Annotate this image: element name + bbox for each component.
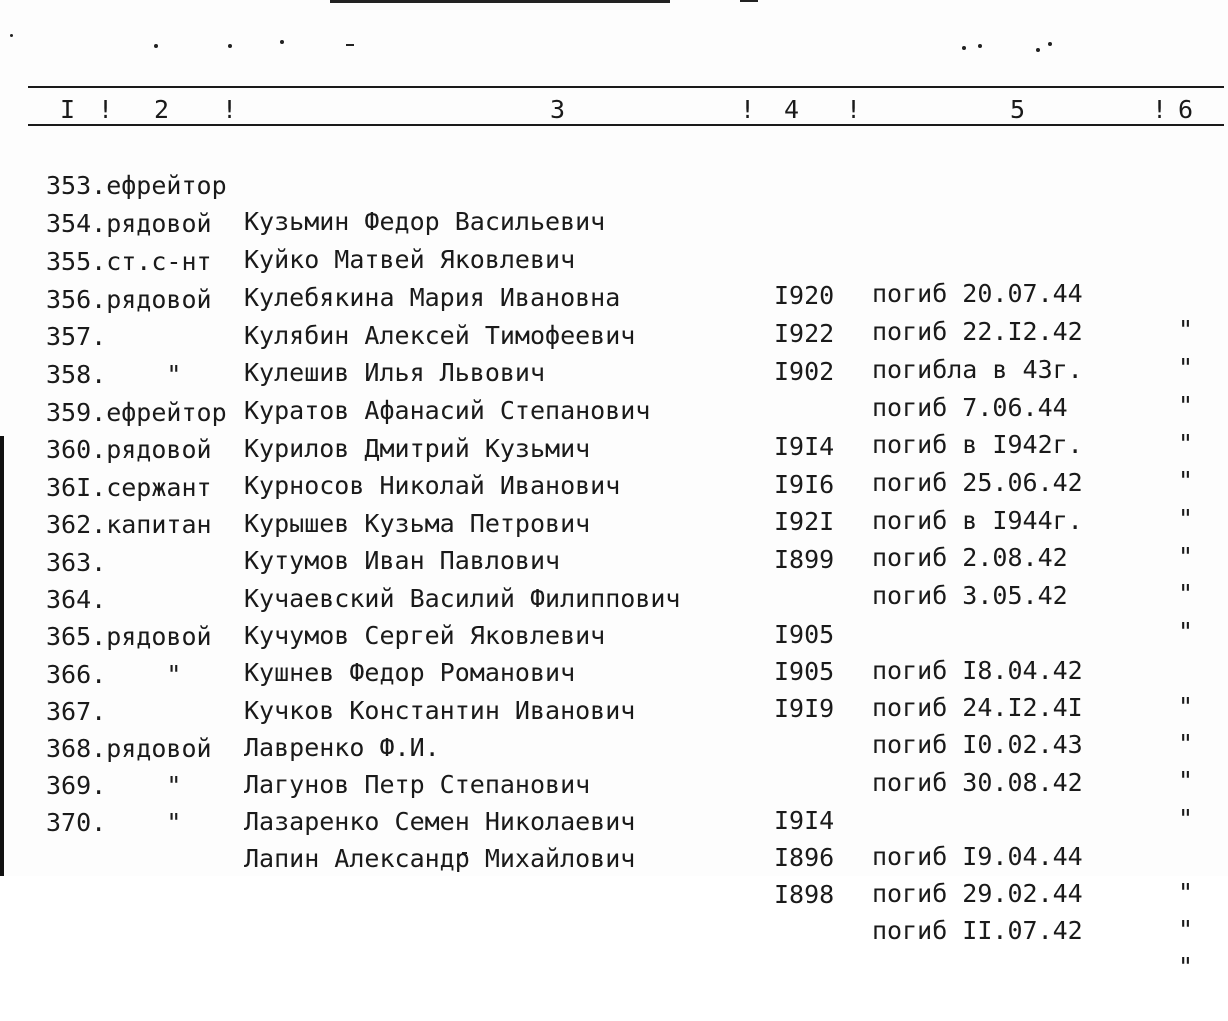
cell-name: Лагунов Петр Степанович (244, 770, 591, 799)
cell-fate: погиб I0.02.43 (872, 730, 1083, 759)
cell-ditto-mark: " (1178, 804, 1194, 833)
header-separator: ! (222, 95, 238, 124)
cell-fate: погиб I9.04.44 (872, 842, 1083, 871)
cell-fate: погиб I8.04.42 (872, 656, 1083, 685)
scan-speck (978, 44, 982, 48)
scan-speck (280, 40, 284, 44)
cell-number-rank: 366. " (46, 660, 182, 689)
cell-ditto-mark: " (1178, 542, 1194, 571)
cell-number-rank: 358. " (46, 360, 182, 389)
cell-ditto-mark: " (1178, 692, 1194, 721)
header-separator: ! (98, 95, 114, 124)
scan-speck (962, 46, 966, 50)
cell-birth-year: I9I6 (774, 470, 835, 499)
cell-fate: погиб 7.06.44 (872, 393, 1068, 422)
cell-fate: погиб 29.02.44 (872, 879, 1083, 908)
cell-number-rank: 363. (46, 548, 107, 577)
cell-name: Лапин Александр Михайлович (244, 844, 636, 873)
cell-number-rank: 353.ефрейтор (46, 171, 227, 200)
cell-name: Кучаевский Василий Филиппович (244, 584, 681, 613)
cell-name: Лазаренко Семен Николаевич (244, 807, 636, 836)
cell-number-rank: 354.рядовой (46, 209, 212, 238)
cell-birth-year: I920 (774, 281, 835, 310)
cell-fate: погиб 3.05.42 (872, 581, 1068, 610)
cell-name: Кузьмин Федор Васильевич (244, 207, 606, 236)
cell-birth-year: I902 (774, 357, 835, 386)
cell-name: Куратов Афанасий Степанович (244, 396, 651, 425)
cell-ditto-mark: " (1178, 915, 1194, 944)
cell-name: Кулешив Илья Львович (244, 358, 546, 387)
header-col-6: 6 (1178, 95, 1194, 124)
header-separator: ! (1152, 95, 1168, 124)
cell-number-rank: 356.рядовой (46, 285, 212, 314)
scan-speck (346, 44, 354, 46)
table-rule-header-bottom (28, 124, 1224, 126)
cell-ditto-mark: " (1178, 429, 1194, 458)
cell-ditto-mark: " (1178, 391, 1194, 420)
cell-fate: погиб 30.08.42 (872, 768, 1083, 797)
cell-number-rank: 36I.сержант (46, 473, 212, 502)
cell-name: Кучумов Сергей Яковлевич (244, 621, 606, 650)
cell-name: Кулебякина Мария Ивановна (244, 283, 621, 312)
header-separator: ! (846, 95, 862, 124)
cell-number-rank: 359.ефрейтор (46, 398, 227, 427)
header-separator: ! (740, 95, 756, 124)
cell-number-rank: 369. " (46, 771, 182, 800)
cell-fate: погиб 24.I2.4I (872, 693, 1083, 722)
cell-ditto-mark: " (1178, 952, 1194, 981)
cell-name: Курышев Кузьма Петрович (244, 509, 591, 538)
cell-number-rank: 357. (46, 322, 107, 351)
scan-speck (154, 44, 158, 48)
cell-number-rank: 360.рядовой (46, 435, 212, 464)
cell-name: Лавренко Ф.И. (244, 733, 440, 762)
scan-speck (1036, 48, 1040, 52)
cell-ditto-mark: " (1178, 617, 1194, 646)
scan-speck (1048, 42, 1052, 46)
cell-name: Кушнев Федор Романович (244, 658, 576, 687)
header-col-1: I (60, 95, 76, 124)
header-col-4: 4 (784, 95, 800, 124)
scan-speck (10, 34, 13, 37)
cell-fate: погиб II.07.42 (872, 916, 1083, 945)
cell-ditto-mark: " (1178, 729, 1194, 758)
cell-ditto-mark: " (1178, 466, 1194, 495)
cell-name: Кучков Константин Иванович (244, 696, 636, 725)
cell-fate: погиб в I944г. (872, 506, 1083, 535)
header-col-5: 5 (1010, 95, 1026, 124)
cell-number-rank: 355.ст.с-нт (46, 247, 212, 276)
cell-number-rank: 362.капитан (46, 510, 212, 539)
cell-name: Курилов Дмитрий Кузьмич (244, 434, 591, 463)
cell-birth-year: I896 (774, 843, 835, 872)
cell-ditto-mark: " (1178, 353, 1194, 382)
cell-fate: погиб 20.07.44 (872, 279, 1083, 308)
cell-number-rank: 368.рядовой (46, 734, 212, 763)
cell-ditto-mark: " (1178, 315, 1194, 344)
cell-number-rank: 364. (46, 585, 107, 614)
cell-fate: погиб 2.08.42 (872, 543, 1068, 572)
cell-ditto-mark: " (1178, 504, 1194, 533)
table-rule-top (28, 86, 1224, 88)
cell-ditto-mark: " (1178, 579, 1194, 608)
header-col-2: 2 (154, 95, 170, 124)
cell-birth-year: I922 (774, 319, 835, 348)
cell-birth-year: I898 (774, 880, 835, 909)
cell-name: Кулябин Алексей Тимофеевич (244, 321, 636, 350)
scan-edge-top (330, 0, 670, 3)
cell-fate: погибла в 43г. (872, 355, 1083, 384)
cell-ditto-mark: " (1178, 878, 1194, 907)
scan-speck (228, 44, 232, 48)
cell-birth-year: I899 (774, 545, 835, 574)
cell-fate: погиб в I942г. (872, 430, 1083, 459)
cell-birth-year: I9I4 (774, 432, 835, 461)
cell-number-rank: 365.рядовой (46, 622, 212, 651)
cell-birth-year: I905 (774, 620, 835, 649)
cell-number-rank: 370. " (46, 808, 182, 837)
cell-name: Кутумов Иван Павлович (244, 546, 561, 575)
cell-ditto-mark: " (1178, 766, 1194, 795)
header-col-3: 3 (550, 95, 566, 124)
scan-edge-top-fragment (740, 0, 758, 2)
cell-birth-year: I905 (774, 657, 835, 686)
cell-birth-year: I92I (774, 507, 835, 536)
cell-fate: погиб 25.06.42 (872, 468, 1083, 497)
cell-name: Курносов Николай Иванович (244, 471, 621, 500)
cell-birth-year: I9I4 (774, 806, 835, 835)
cell-birth-year: I9I9 (774, 694, 835, 723)
cell-fate: погиб 22.I2.42 (872, 317, 1083, 346)
cell-name: Куйко Матвей Яковлевич (244, 245, 576, 274)
cell-number-rank: 367. (46, 697, 107, 726)
